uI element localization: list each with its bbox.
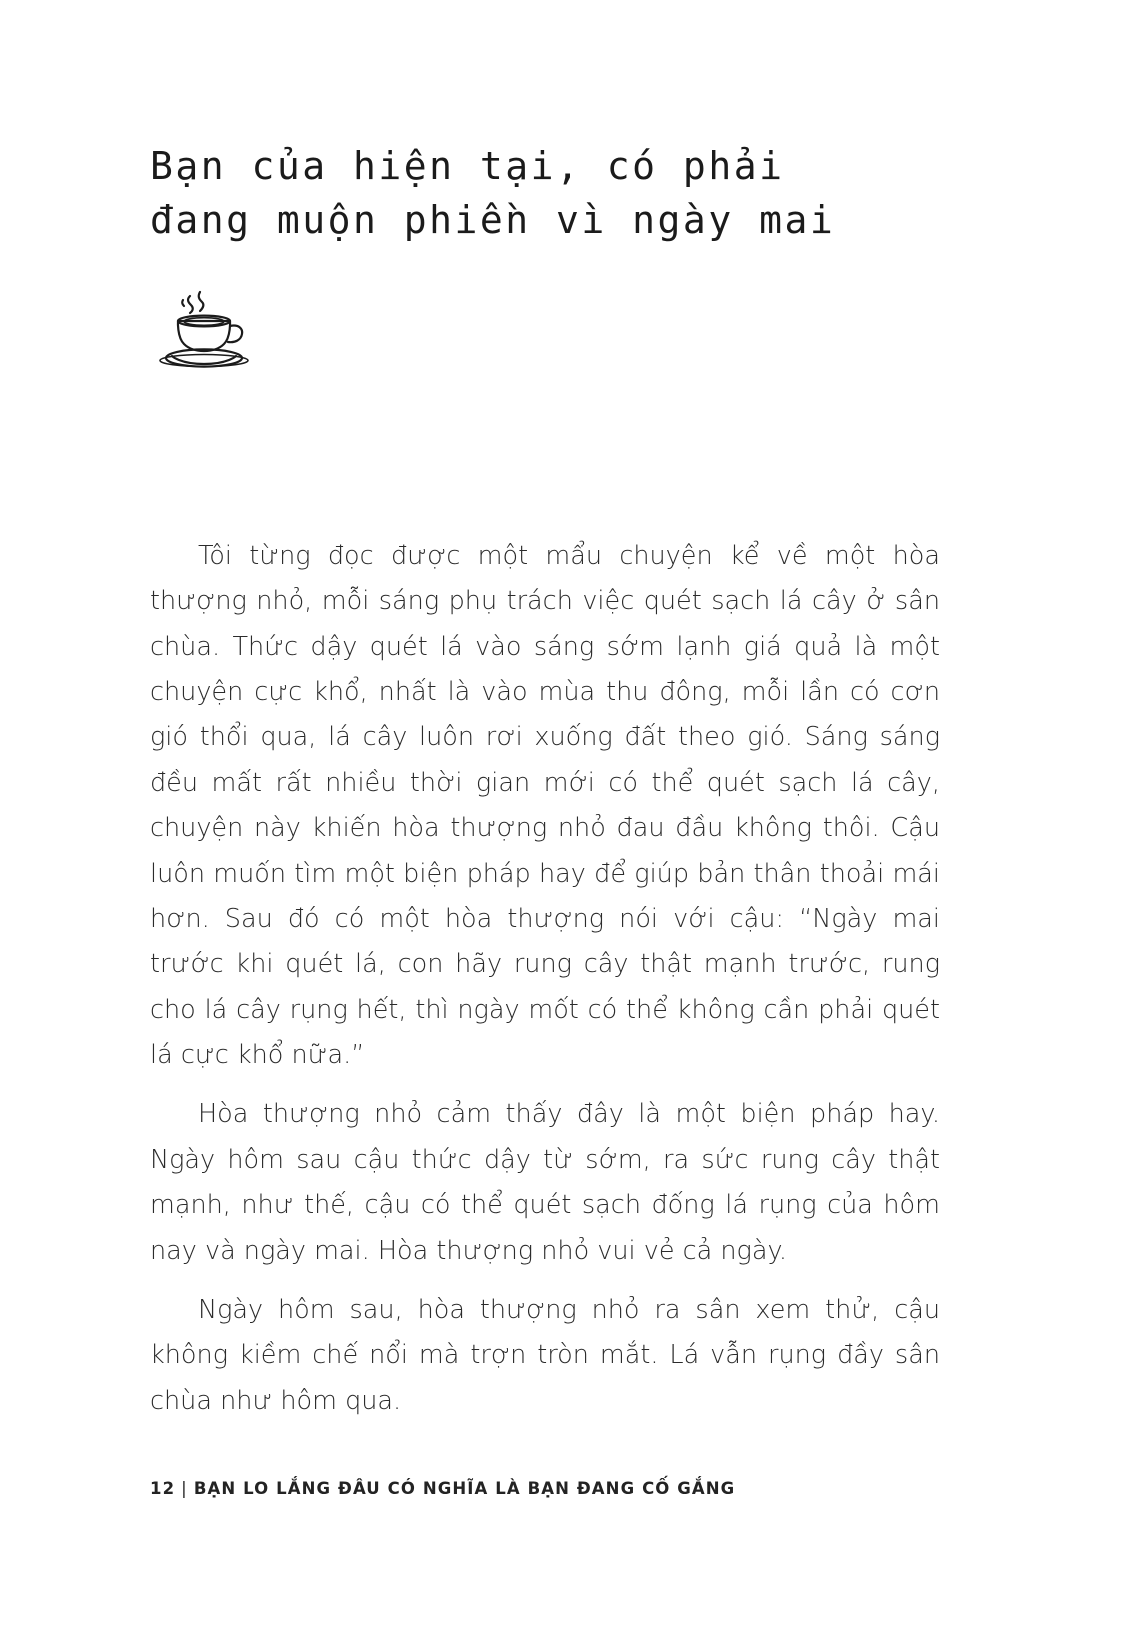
body-text: [150, 534, 940, 1424]
footer-separator: |: [181, 1479, 188, 1498]
page-footer: [150, 1479, 940, 1498]
chapter-title-line-2: đang muộn phiền vì ngày mai: [150, 197, 836, 242]
chapter-title-line-1: Bạn của hiện tại, có phải: [150, 144, 785, 188]
paragraph-1: Tôi từng đọc được một mẩu chuyện kể về một hòa thượng nhỏ, mỗi sáng phụ trách việc quét sạch lá cây ở sân chùa. Thức dậy quét lá vào sáng sớm lạnh giá quả là một chuyện cực khổ, nhất là vào mùa thu đông, mỗi lần có cơn gió thổi qua, lá cây luôn rơi xuống đất theo gió. Sáng sáng đều mất rất nhiều thời gian mới có thể quét sạch lá cây, chuyện này khiến hòa thượng nhỏ đau đầu không thôi. Cậu luôn muốn tìm một biện pháp hay để giúp bản thân thoải mái hơn. Sau đó có một hòa thượng nói với cậu: “Ngày mai trước khi quét lá, con hãy rung cây thật mạnh trước, rung cho lá cây rụng hết, thì ngày mốt có thể không cần phải quét lá cực khổ nữa.”: [150, 540, 940, 1071]
page-content: [150, 0, 940, 1424]
paragraph-2: Hòa thượng nhỏ cảm thấy đây là một biện pháp hay. Ngày hôm sau cậu thức dậy từ sớm, ra sức rung cây thật mạnh, như thế, cậu có thể quét sạch đống lá rụng của hôm nay và ngày mai. Hòa thượng nhỏ vui vẻ cả ngày.: [150, 1099, 940, 1266]
page-title: [150, 140, 940, 248]
paragraph-3: Ngày hôm sau, hòa thượng nhỏ ra sân xem thử, cậu không kiềm chế nổi mà trợn tròn mắt. Lá vẫn rụng đầy sân chùa như hôm qua.: [150, 1294, 940, 1416]
coffee-cup-icon: [150, 274, 260, 384]
footer-page-number: 12: [150, 1479, 176, 1498]
footer-book-title: BẠN LO LẮNG ĐÂU CÓ NGHĨA LÀ BẠN ĐANG CỐ GẮNG: [193, 1479, 736, 1498]
